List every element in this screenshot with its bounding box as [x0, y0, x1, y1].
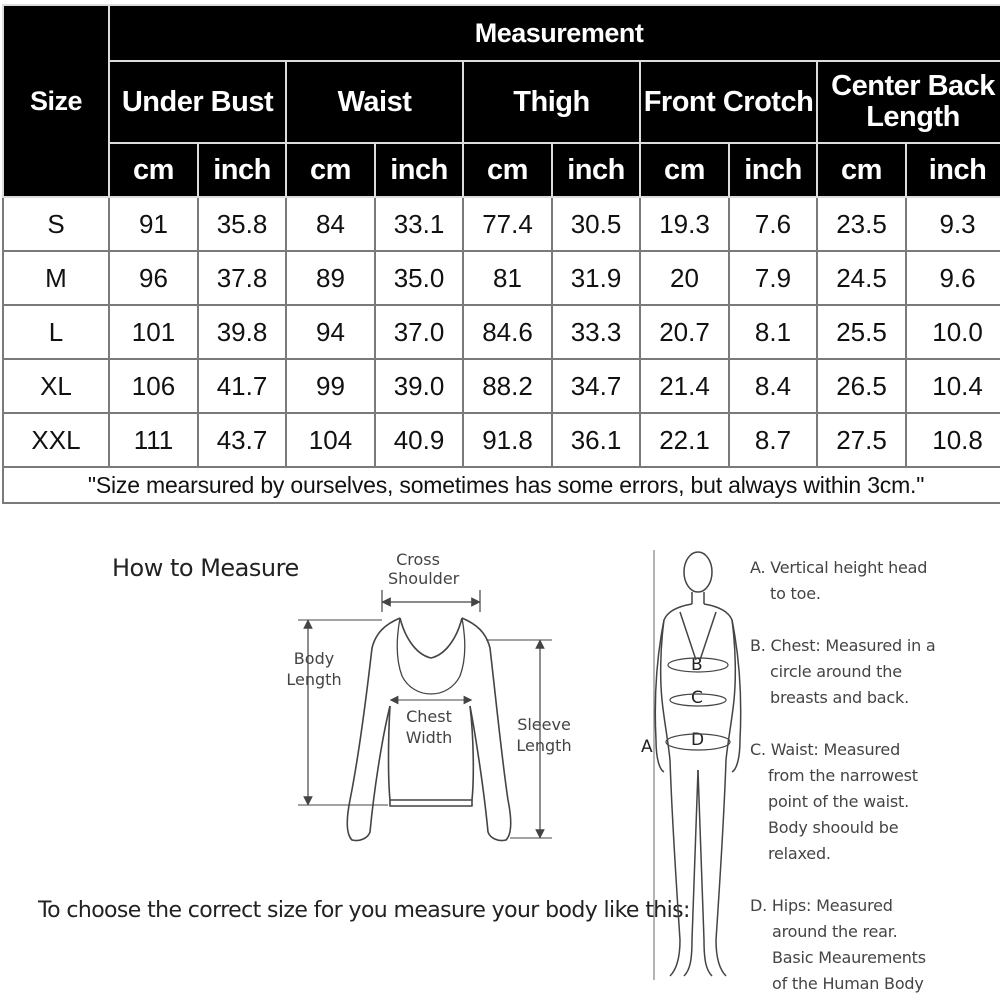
measurement-cell: 88.2: [463, 359, 552, 413]
measurement-cell: 94: [286, 305, 375, 359]
legend-line: B. Chest: Measured in a: [750, 636, 936, 655]
how-to-measure-title: How to Measure: [112, 554, 299, 582]
measurement-cell: 36.1: [552, 413, 640, 467]
measurement-cell: 20: [640, 251, 729, 305]
body-length-label-line: Length: [286, 670, 342, 689]
size-label-cell: M: [3, 251, 109, 305]
measurement-cell: 34.7: [552, 359, 640, 413]
measurement-cell: 106: [109, 359, 198, 413]
measurement-cell: 31.9: [552, 251, 640, 305]
measurement-cell: 33.3: [552, 305, 640, 359]
measurement-cell: 96: [109, 251, 198, 305]
body-figure-drawing: [654, 550, 741, 980]
measurement-cell: 77.4: [463, 197, 552, 251]
unit-inch: inch: [552, 143, 640, 197]
chest-label-line: Chest: [406, 707, 452, 726]
measurement-cell: 40.9: [375, 413, 463, 467]
size-note: "Size mearsured by ourselves, sometimes has some errors, but always within 3cm.": [3, 467, 1000, 503]
sleeve-length-label-line: Length: [516, 736, 572, 755]
cross-label-line: Cross: [396, 550, 440, 569]
size-label-cell: XL: [3, 359, 109, 413]
measurement-cell: 7.6: [729, 197, 817, 251]
measurement-cell: 37.0: [375, 305, 463, 359]
measurement-cell: 41.7: [198, 359, 286, 413]
legend-line: C. Waist: Measured: [750, 740, 901, 759]
measurement-cell: 24.5: [817, 251, 906, 305]
marker-c: C: [691, 688, 703, 708]
front-crotch-header: Front Crotch: [640, 61, 817, 143]
choose-size-instruction: To choose the correct size for you measure your body like this:: [38, 898, 690, 923]
measurement-cell: 35.8: [198, 197, 286, 251]
measurement-cell: 37.8: [198, 251, 286, 305]
measurement-cell: 101: [109, 305, 198, 359]
measurement-cell: 99: [286, 359, 375, 413]
measurement-cell: 33.1: [375, 197, 463, 251]
measurement-cell: 91.8: [463, 413, 552, 467]
measurement-cell: 10.0: [906, 305, 1000, 359]
legend-line: of the Human Body: [772, 974, 924, 993]
measurement-cell: 8.1: [729, 305, 817, 359]
measurement-cell: 43.7: [198, 413, 286, 467]
unit-cm: cm: [286, 143, 375, 197]
legend-line: A. Vertical height head: [750, 558, 928, 577]
measurement-cell: 10.4: [906, 359, 1000, 413]
legend-line: Body shoould be: [768, 818, 899, 837]
measurement-cell: 8.7: [729, 413, 817, 467]
measurement-cell: 104: [286, 413, 375, 467]
measurement-cell: 22.1: [640, 413, 729, 467]
marker-b: B: [691, 655, 703, 675]
legend-line: D. Hips: Measured: [750, 896, 893, 915]
legend-line: to toe.: [770, 584, 821, 603]
size-label-cell: L: [3, 305, 109, 359]
measurement-header: Measurement: [109, 5, 1000, 61]
measurement-cell: 39.0: [375, 359, 463, 413]
measurement-cell: 8.4: [729, 359, 817, 413]
unit-cm: cm: [817, 143, 906, 197]
measurement-cell: 20.7: [640, 305, 729, 359]
measurement-cell: 84: [286, 197, 375, 251]
waist-header: Waist: [286, 61, 463, 143]
size-header: Size: [3, 5, 109, 197]
measurement-cell: 7.9: [729, 251, 817, 305]
measurement-cell: 26.5: [817, 359, 906, 413]
measurement-cell: 25.5: [817, 305, 906, 359]
legend-line: Basic Meaurements: [772, 948, 926, 967]
legend-line: from the narrowest: [768, 766, 918, 785]
size-label-cell: S: [3, 197, 109, 251]
unit-inch: inch: [729, 143, 817, 197]
unit-inch: inch: [375, 143, 463, 197]
measurement-cell: 9.3: [906, 197, 1000, 251]
unit-inch: inch: [906, 143, 1000, 197]
measurement-cell: 19.3: [640, 197, 729, 251]
measurement-cell: 10.8: [906, 413, 1000, 467]
measurement-cell: 91: [109, 197, 198, 251]
legend-line: point of the waist.: [768, 792, 909, 811]
shirt-drawing: [298, 590, 552, 841]
measurement-cell: 30.5: [552, 197, 640, 251]
measurement-cell: 27.5: [817, 413, 906, 467]
center-back-length-header: Center Back Length: [817, 61, 1000, 143]
marker-d: D: [691, 730, 705, 750]
measurement-cell: 111: [109, 413, 198, 467]
sleeve-label-line: Sleeve: [517, 715, 571, 734]
measurement-cell: 23.5: [817, 197, 906, 251]
width-label-line: Width: [405, 728, 453, 747]
legend-line: breasts and back.: [770, 688, 909, 707]
marker-a: A: [641, 737, 653, 757]
measurement-cell: 21.4: [640, 359, 729, 413]
measurement-cell: 89: [286, 251, 375, 305]
legend-line: relaxed.: [768, 844, 831, 863]
unit-cm: cm: [109, 143, 198, 197]
legend-line: circle around the: [770, 662, 902, 681]
body-label-line: Body: [293, 649, 335, 668]
measurement-cell: 39.8: [198, 305, 286, 359]
measurement-cell: 84.6: [463, 305, 552, 359]
under-bust-header: Under Bust: [109, 61, 286, 143]
shoulder-label-line: Shoulder: [388, 569, 460, 588]
measurement-cell: 81: [463, 251, 552, 305]
unit-inch: inch: [198, 143, 286, 197]
measurement-cell: 9.6: [906, 251, 1000, 305]
unit-cm: cm: [640, 143, 729, 197]
thigh-header: Thigh: [463, 61, 640, 143]
unit-cm: cm: [463, 143, 552, 197]
legend-line: around the rear.: [772, 922, 898, 941]
measurement-cell: 35.0: [375, 251, 463, 305]
size-label-cell: XXL: [3, 413, 109, 467]
